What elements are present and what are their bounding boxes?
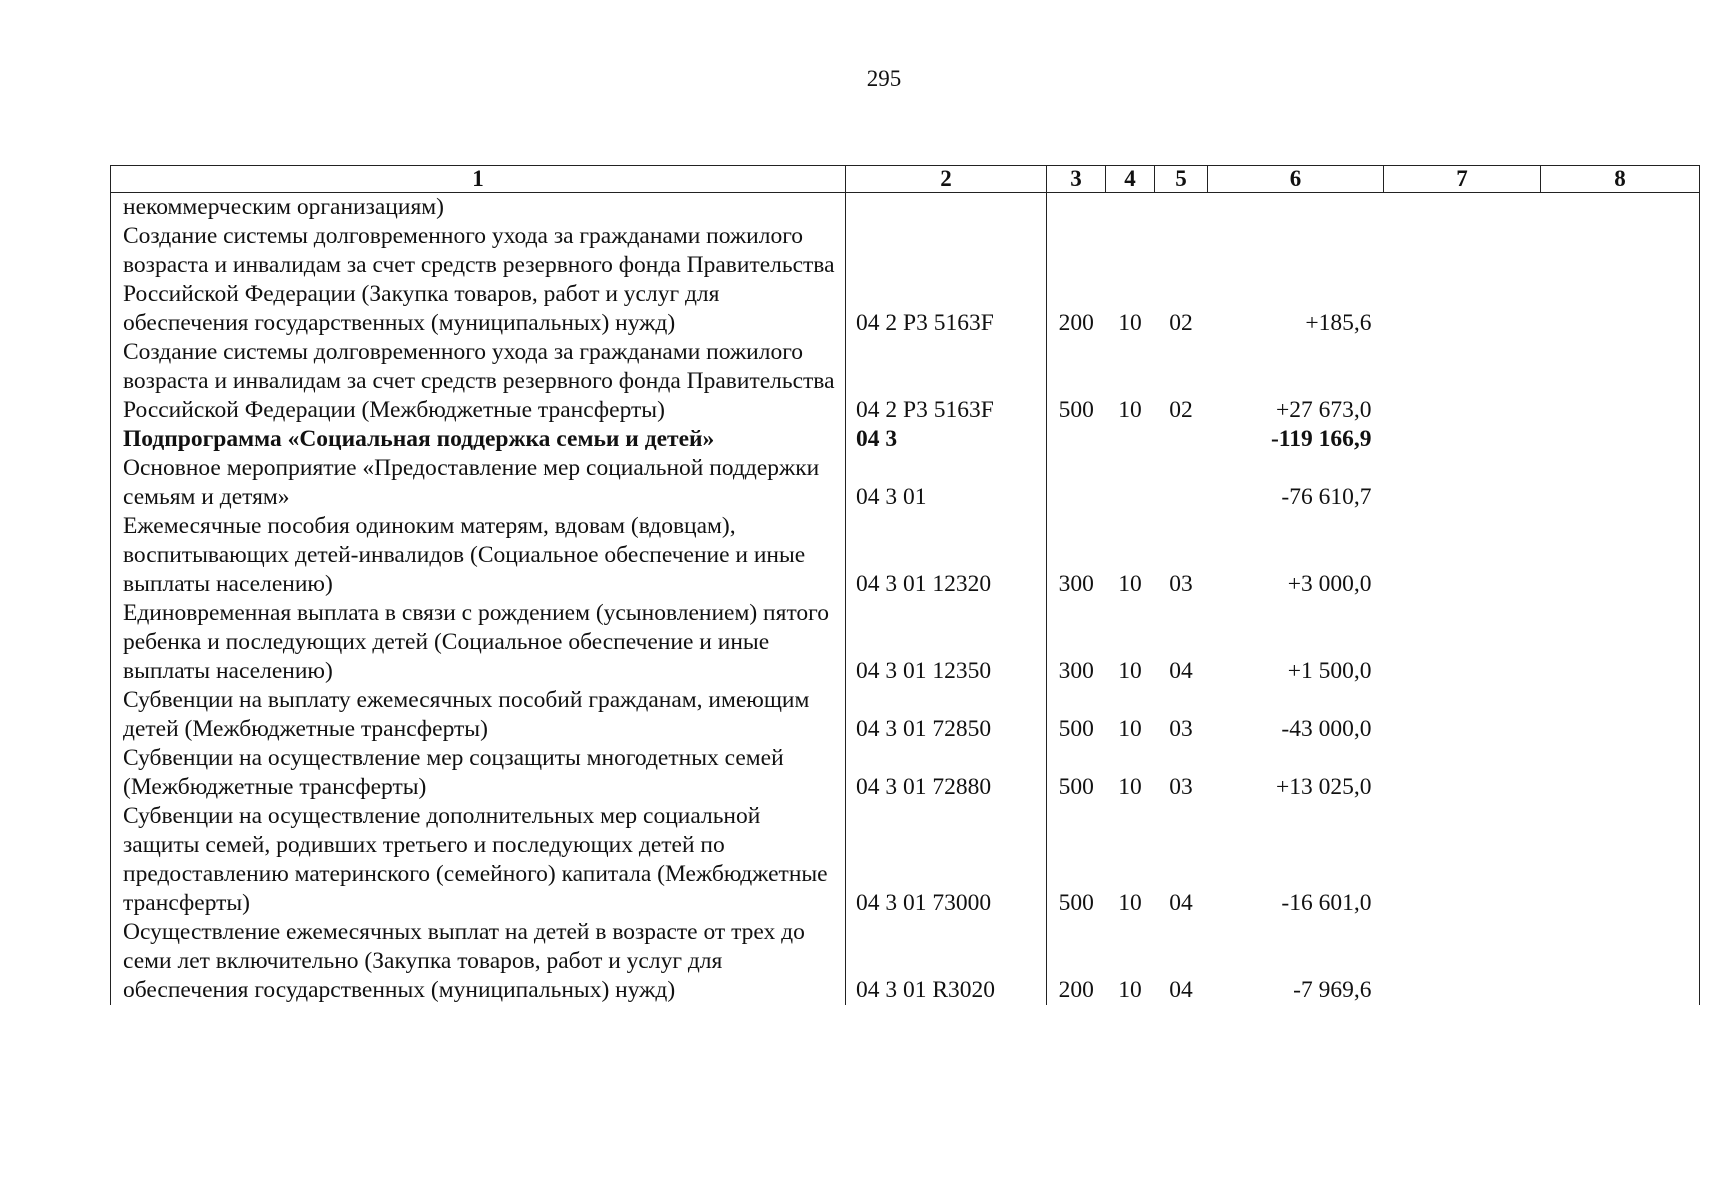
page-number: 295 — [866, 66, 902, 91]
row-col-3: 300 — [1047, 599, 1106, 686]
row-col-7 — [1384, 425, 1541, 454]
row-col-7 — [1384, 454, 1541, 512]
row-col-8 — [1541, 338, 1700, 425]
row-col-3: 500 — [1047, 802, 1106, 918]
row-col-7 — [1384, 686, 1541, 744]
table-row — [111, 802, 1700, 918]
row-code: 04 2 P3 5163F — [846, 338, 1047, 425]
row-col-5: 03 — [1169, 571, 1193, 597]
row-col-4 — [1106, 193, 1155, 223]
row-col-3: 200 — [1047, 222, 1106, 338]
row-col-5: 02 — [1169, 310, 1193, 336]
row-col-5: 04 — [1169, 977, 1193, 1003]
row-col-8 — [1541, 744, 1700, 802]
row-name: Ежемесячные пособия одиноким матерям, вдовам (вдовцам), воспитывающих детей-инвалидов (Социальное обеспечение и иные выплаты населению) — [111, 512, 846, 599]
row-name: Создание системы долговременного ухода за гражданами пожилого возраста и инвалидам за счет средств резервного фонда Правительства Российской Федерации (Закупка товаров, работ и услуг для обеспечения государственных (муниципальных) нужд) — [111, 222, 846, 338]
row-col-3: 500 — [1047, 744, 1106, 802]
row-col-8 — [1541, 599, 1700, 686]
row-col-5 — [1155, 425, 1208, 454]
table-row — [111, 425, 1700, 454]
row-col-7 — [1384, 599, 1541, 686]
budget-table — [110, 165, 1700, 1005]
row-name: Создание системы долговременного ухода за гражданами пожилого возраста и инвалидам за счет средств резервного фонда Правительства Российской Федерации (Межбюджетные трансферты) — [111, 338, 846, 425]
row-col-3 — [1047, 425, 1106, 454]
row-col-4: 10 — [1118, 310, 1142, 336]
row-code: 04 3 01 R3020 — [846, 918, 1047, 1005]
header-col-3: 3 — [1047, 166, 1106, 193]
row-col-5 — [1155, 193, 1208, 223]
row-code: 04 3 01 72880 — [846, 744, 1047, 802]
row-col-7 — [1384, 918, 1541, 1005]
row-col-4: 10 — [1118, 658, 1142, 684]
row-col-8 — [1541, 802, 1700, 918]
row-name: Осуществление ежемесячных выплат на детей в возрасте от трех до семи лет включительно (Закупка товаров, работ и услуг для обеспечения государственных (муниципальных) нужд) — [111, 918, 846, 1005]
row-col-3 — [1047, 193, 1106, 223]
row-name: Субвенции на выплату ежемесячных пособий гражданам, имеющим детей (Межбюджетные трансферты) — [111, 686, 846, 744]
row-amount: +27 673,0 — [1275, 397, 1372, 423]
table-row — [111, 512, 1700, 599]
row-amount: +13 025,0 — [1275, 774, 1372, 800]
header-col-7: 7 — [1384, 166, 1541, 193]
row-amount: +1 500,0 — [1287, 658, 1372, 684]
row-amount: -119 166,9 — [1270, 426, 1372, 452]
table-row — [111, 338, 1700, 425]
row-col-5 — [1155, 454, 1208, 512]
row-name: Субвенции на осуществление мер соцзащиты многодетных семей (Межбюджетные трансферты) — [111, 744, 846, 802]
row-col-5: 03 — [1169, 774, 1193, 800]
row-amount: -16 601,0 — [1281, 890, 1372, 916]
row-col-3: 300 — [1047, 512, 1106, 599]
header-col-4: 4 — [1106, 166, 1155, 193]
row-code — [846, 193, 1047, 223]
row-col-7 — [1384, 222, 1541, 338]
table-body — [111, 193, 1700, 1006]
table-row — [111, 918, 1700, 1005]
row-col-8 — [1541, 193, 1700, 223]
table-row — [111, 599, 1700, 686]
row-col-7 — [1384, 193, 1541, 223]
table-row — [111, 193, 1700, 223]
row-col-3: 500 — [1047, 338, 1106, 425]
row-col-5: 02 — [1169, 397, 1193, 423]
row-code: 04 3 01 72850 — [846, 686, 1047, 744]
row-col-5: 03 — [1169, 716, 1193, 742]
row-col-3: 500 — [1047, 686, 1106, 744]
row-col-5: 04 — [1169, 658, 1193, 684]
row-code: 04 2 P3 5163F — [846, 222, 1047, 338]
header-col-5: 5 — [1155, 166, 1208, 193]
table-row — [111, 686, 1700, 744]
row-col-5: 04 — [1169, 890, 1193, 916]
row-col-8 — [1541, 918, 1700, 1005]
row-col-7 — [1384, 338, 1541, 425]
row-col-4: 10 — [1118, 397, 1142, 423]
row-amount: -7 969,6 — [1293, 977, 1372, 1003]
row-col-8 — [1541, 512, 1700, 599]
row-amount: -43 000,0 — [1281, 716, 1372, 742]
row-col-4: 10 — [1118, 977, 1142, 1003]
header-row — [111, 166, 1700, 193]
row-amount: +3 000,0 — [1287, 571, 1372, 597]
header-col-2: 2 — [846, 166, 1047, 193]
header-col-8: 8 — [1541, 166, 1700, 193]
row-code: 04 3 01 12350 — [846, 599, 1047, 686]
header-col-1: 1 — [111, 166, 846, 193]
row-code: 04 3 — [846, 425, 1047, 454]
row-name: Единовременная выплата в связи с рождением (усыновлением) пятого ребенка и последующих детей (Социальное обеспечение и иные выплаты населению) — [111, 599, 846, 686]
row-col-3 — [1047, 454, 1106, 512]
row-col-4: 10 — [1118, 571, 1142, 597]
table-row — [111, 744, 1700, 802]
table-row — [111, 454, 1700, 512]
row-col-8 — [1541, 222, 1700, 338]
row-name: Основное мероприятие «Предоставление мер социальной поддержки семьям и детям» — [111, 454, 846, 512]
row-name: Субвенции на осуществление дополнительных мер социальной защиты семей, родивших третьего и последующих детей по предоставлению материнского (семейного) капитала (Межбюджетные трансферты) — [111, 802, 846, 918]
row-col-7 — [1384, 802, 1541, 918]
row-amount — [1208, 193, 1384, 223]
row-col-8 — [1541, 686, 1700, 744]
row-col-4 — [1106, 425, 1155, 454]
row-name: некоммерческим организациям) — [111, 193, 846, 223]
row-col-4: 10 — [1118, 774, 1142, 800]
row-col-4 — [1106, 454, 1155, 512]
row-col-7 — [1384, 744, 1541, 802]
header-col-6: 6 — [1208, 166, 1384, 193]
table-row — [111, 222, 1700, 338]
row-code: 04 3 01 73000 — [846, 802, 1047, 918]
row-col-8 — [1541, 425, 1700, 454]
row-col-4: 10 — [1118, 890, 1142, 916]
row-code: 04 3 01 — [846, 454, 1047, 512]
row-col-3: 200 — [1047, 918, 1106, 1005]
row-col-8 — [1541, 454, 1700, 512]
row-amount: +185,6 — [1305, 310, 1372, 336]
row-col-4: 10 — [1118, 716, 1142, 742]
row-amount: -76 610,7 — [1281, 484, 1372, 510]
row-name: Подпрограмма «Социальная поддержка семьи и детей» — [111, 425, 846, 454]
row-code: 04 3 01 12320 — [846, 512, 1047, 599]
row-col-7 — [1384, 512, 1541, 599]
